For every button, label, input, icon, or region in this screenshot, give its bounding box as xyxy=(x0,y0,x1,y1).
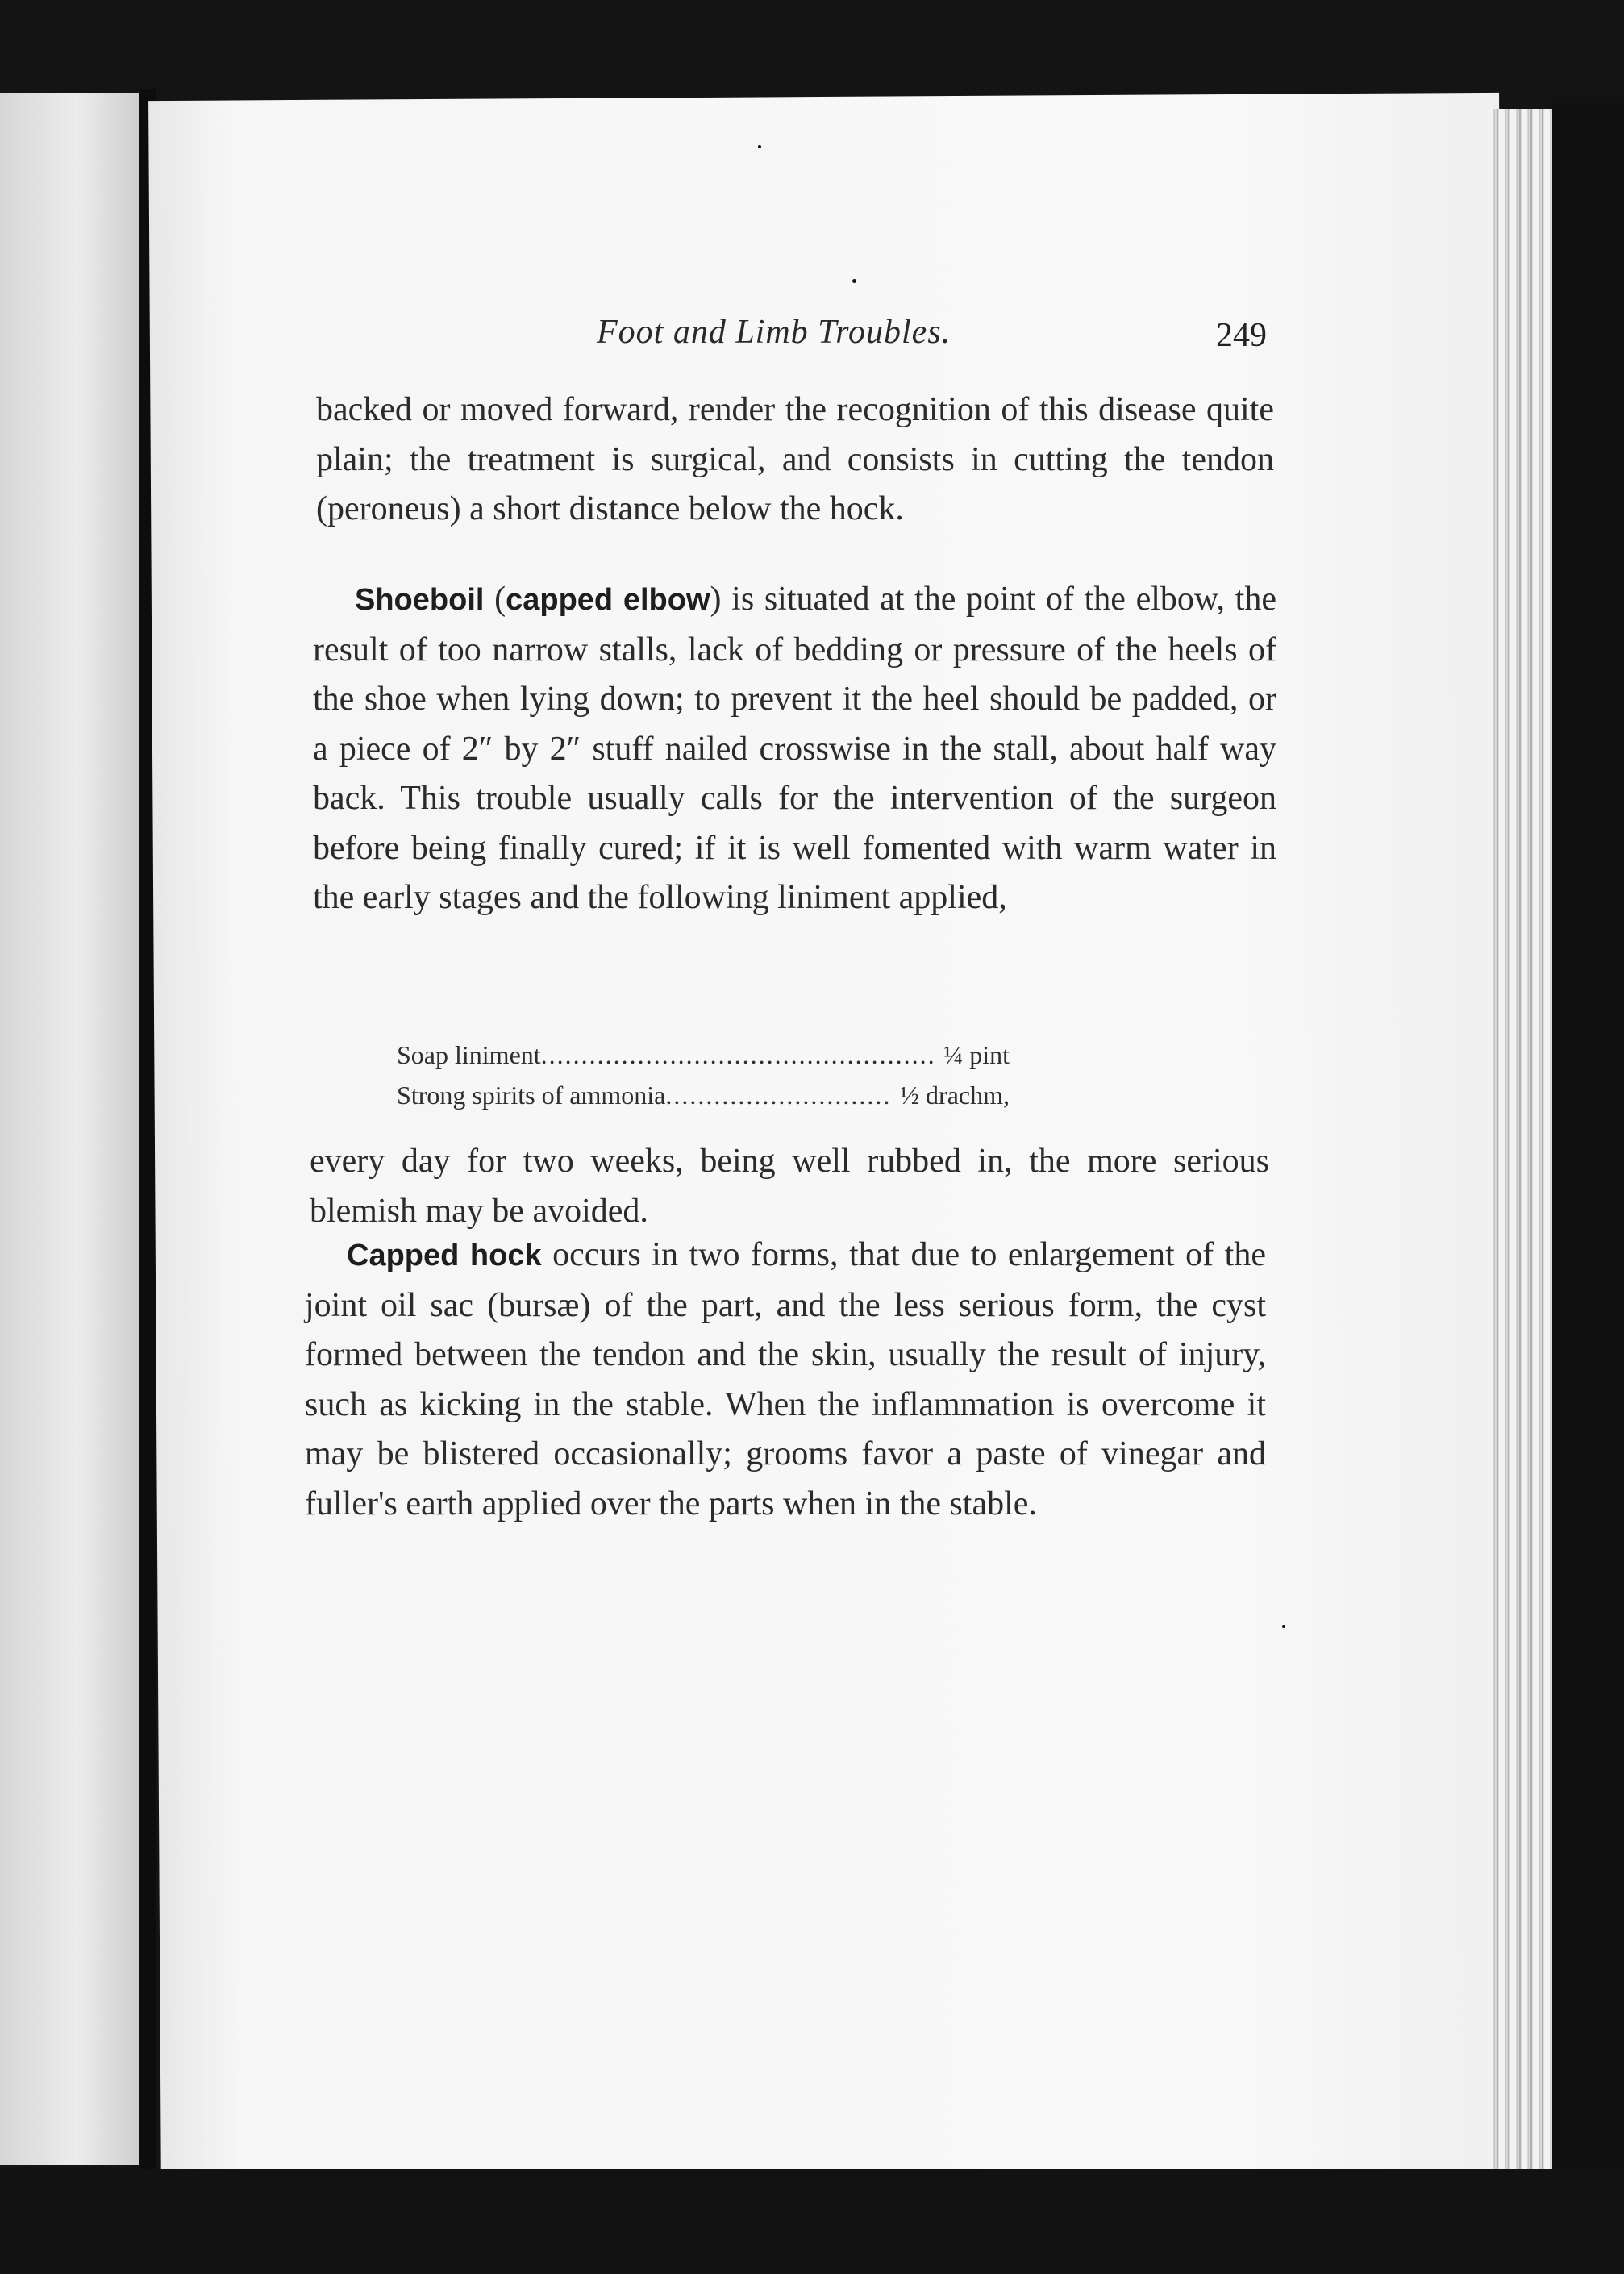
paragraph-capped-hock xyxy=(305,1231,1266,1529)
running-header: Foot and Limb Troubles. xyxy=(597,314,951,351)
formula-row-ammonia xyxy=(397,1081,1010,1110)
formula-quantity: ½ drachm, xyxy=(900,1081,1010,1110)
dust-speck xyxy=(852,279,856,283)
paren-open: ( xyxy=(484,581,506,618)
paragraph-3 xyxy=(310,1137,1269,1236)
term-capped-elbow: capped elbow xyxy=(506,583,710,617)
shoeboil-body: ) is situated at the point of the elbow, the result of too narrow stalls, lack of bedding or pressure of the heels of the shoe when lying down; to prevent it the heel should be padded, or a piece of 2″ by 2″ stuff nailed crosswise in the stall, about half way back. This trouble usually calls for the intervention of the surgeon before being finally cured; if it is well fomented with warm water in the early stages and the following liniment applied, xyxy=(313,581,1276,916)
paragraph-3-text: every day for two weeks, being well rubbed in, the more serious blemish may be avoided. xyxy=(310,1143,1269,1230)
formula-ingredient: Strong spirits of ammonia xyxy=(397,1081,666,1110)
formula-ingredient: Soap liniment xyxy=(397,1040,541,1069)
term-shoeboil: Shoeboil xyxy=(355,583,485,617)
dust-speck xyxy=(758,145,761,148)
term-capped-hock: Capped hock xyxy=(347,1239,542,1272)
paragraph-1 xyxy=(316,385,1274,535)
page-number: 249 xyxy=(1216,317,1267,354)
scan-background-right xyxy=(1552,97,1624,2201)
scan-background-bottom xyxy=(0,2169,1624,2274)
page-stack-edges xyxy=(1488,109,1552,2189)
formula-quantity: ¼ pint xyxy=(943,1040,1010,1069)
dust-speck xyxy=(1282,1625,1285,1628)
capped-hock-body: occurs in two forms, that due to enlargement of the joint oil sac (bursæ) of the part, and the less serious form, the cyst formed between the tendon and the skin, usually the result of injury, such as kicking in the stable. When the inflammation is overcome it may be blistered occasionally; grooms favor a paste of vinegar and fuller's earth applied over the parts when in the stable. xyxy=(305,1236,1266,1522)
paragraph-1-text: backed or moved forward, render the recognition of this disease quite plain; the treatment is surgical, and consists in cutting the tendon (peroneus) a short distance below the hock. xyxy=(316,391,1274,527)
paragraph-shoeboil xyxy=(313,575,1276,923)
paragraph-shoeboil-text xyxy=(313,575,1276,923)
leader-dots xyxy=(541,1040,938,1070)
left-page-edge xyxy=(0,93,139,2165)
leader-dots xyxy=(665,1081,893,1110)
formula-row-soap-liniment xyxy=(397,1040,1010,1070)
paragraph-capped-hock-text xyxy=(305,1231,1266,1529)
